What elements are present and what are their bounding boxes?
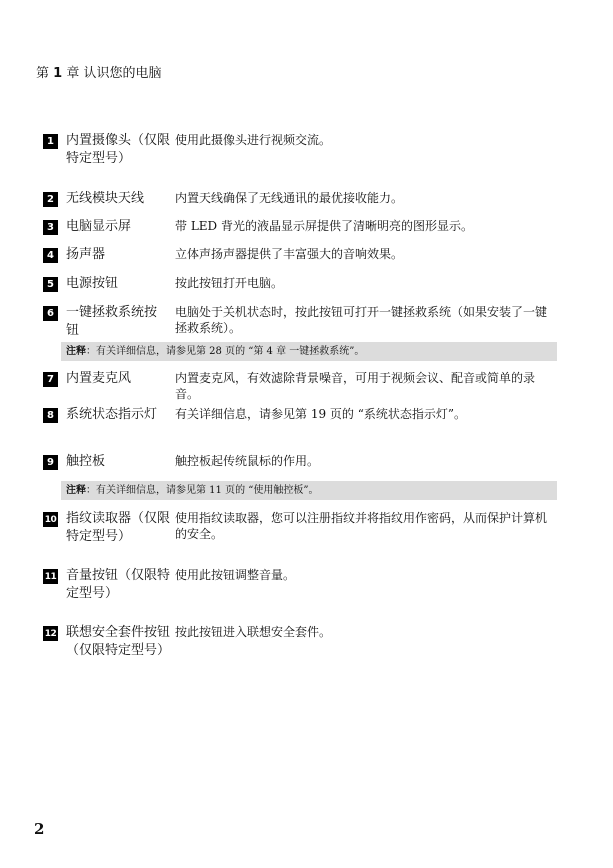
item-term: 系统状态指示灯: [66, 407, 158, 422]
item-number-badge: 12: [43, 626, 58, 641]
item-number-badge: 7: [43, 372, 58, 387]
item-number-badge: 10: [43, 512, 58, 527]
item-term: 触控板: [66, 454, 106, 469]
item-term: 扬声器: [66, 247, 106, 262]
item-description: 内置天线确保了无线通讯的最优接收能力。: [175, 191, 404, 205]
item-number-badge: 6: [43, 306, 58, 321]
item-description: 有关详细信息，请参见第 19 页的 “系统状态指示灯”。: [175, 407, 466, 421]
chapter-heading: [36, 62, 161, 81]
page-number: 2: [34, 820, 45, 838]
item-term: 一键拯救系统按钮: [66, 305, 158, 338]
item-number-badge: 8: [43, 408, 58, 423]
note-box: [61, 481, 557, 500]
item-description: 触控板起传统鼠标的作用。: [175, 454, 320, 468]
note-text: ：有关详细信息，请参见第 28 页的 “第 4 章 一键拯救系统”。: [86, 346, 365, 357]
item-number-badge: 4: [43, 248, 58, 263]
item-term: 内置麦克风: [66, 371, 132, 386]
item-number-badge: 3: [43, 220, 58, 235]
item-term: 电源按钮: [66, 276, 119, 291]
item-description: 电脑处于关机状态时，按此按钮可打开一键拯救系统（如果安装了一键拯救系统）。: [175, 305, 548, 335]
item-term: 音量按钮（仅限特定型号）: [66, 568, 171, 601]
note-text: ：有关详细信息，请参见第 11 页的 “使用触控板”。: [86, 485, 319, 496]
item-term: 联想安全套件按钮（仅限特定型号）: [66, 625, 171, 658]
item-description: 立体声扬声器提供了丰富强大的音响效果。: [175, 247, 404, 261]
item-description: 按此按钮进入联想安全套件。: [175, 625, 332, 639]
item-description: 使用指纹读取器，您可以注册指纹并将指纹用作密码，从而保护计算机的安全。: [175, 511, 548, 541]
item-term: 内置摄像头（仅限特定型号）: [66, 133, 171, 166]
item-number-badge: 2: [43, 192, 58, 207]
item-description: 按此按钮打开电脑。: [175, 276, 284, 290]
item-term: 电脑显示屏: [66, 219, 132, 234]
chapter-number: 1: [53, 66, 63, 81]
item-number-badge: 9: [43, 455, 58, 470]
note-label: 注释: [66, 346, 86, 357]
chapter-prefix: 第: [36, 66, 54, 81]
item-term: 指纹读取器（仅限特定型号）: [66, 511, 171, 544]
item-number-badge: 11: [43, 569, 58, 584]
note-box: [61, 342, 557, 361]
note-label: 注释: [66, 485, 86, 496]
item-term: 无线模块天线: [66, 191, 145, 206]
item-number-badge: 5: [43, 277, 58, 292]
item-description: 使用此摄像头进行视频交流。: [175, 133, 332, 147]
item-description: 带 LED 背光的液晶显示屏提供了清晰明亮的图形显示。: [175, 219, 473, 233]
item-description: 内置麦克风，有效滤除背景噪音，可用于视频会议、配音或简单的录音。: [175, 371, 536, 401]
item-description: 使用此按钮调整音量。: [175, 568, 296, 582]
item-number-badge: 1: [43, 134, 58, 149]
chapter-title: 章 认识您的电脑: [62, 66, 162, 81]
